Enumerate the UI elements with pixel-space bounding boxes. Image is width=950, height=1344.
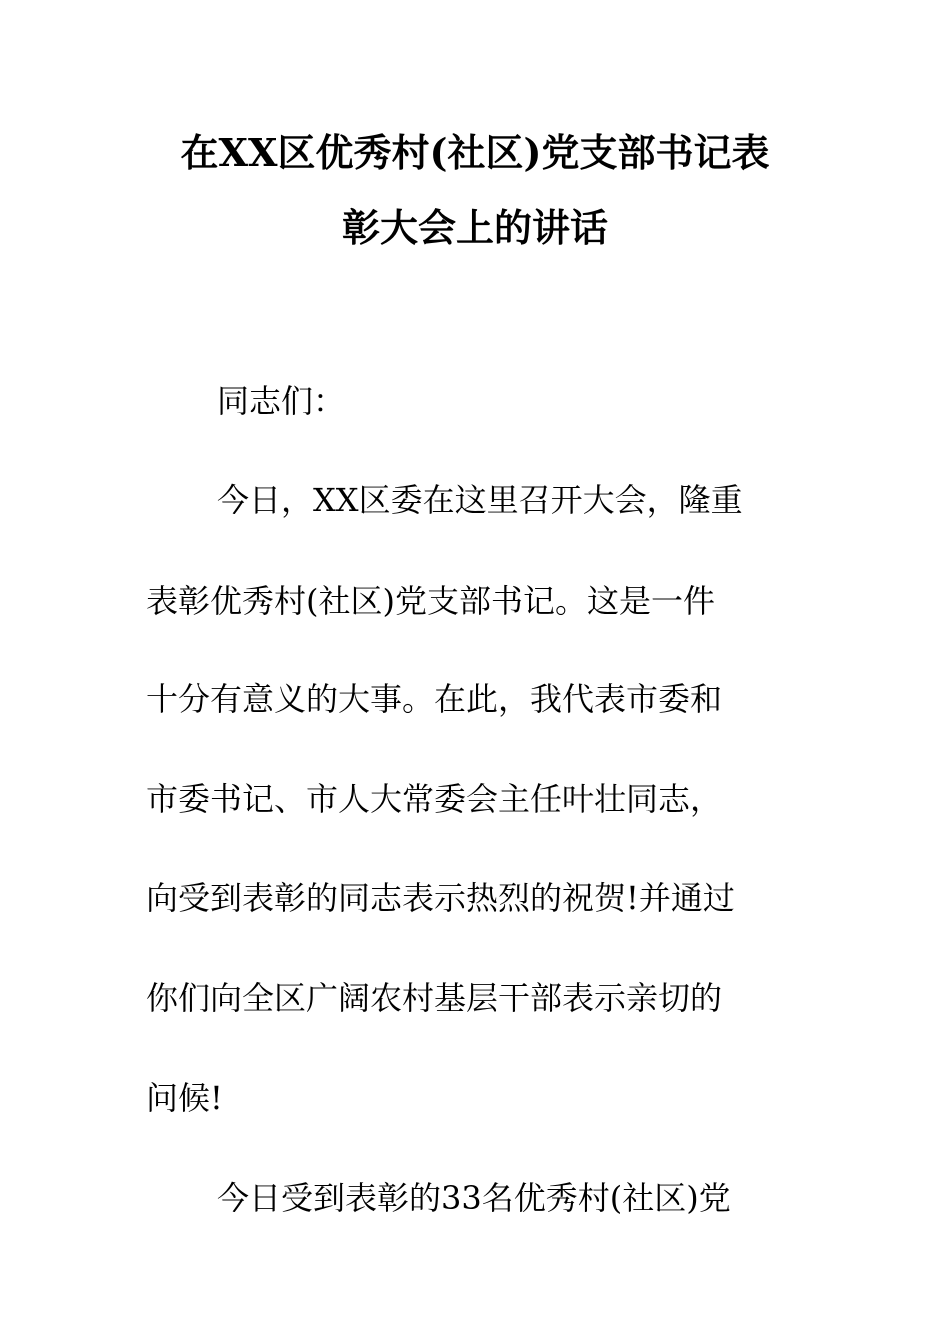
paragraph-1-line-6: 你们向全区广阔农村基层干部表示亲切的 (146, 979, 723, 1017)
document-title-line-2: 彰大会上的讲话 (341, 205, 608, 250)
salutation: 同志们： (217, 382, 346, 420)
document-title-line-1: 在XX区优秀村(社区)党支部书记表 (180, 130, 770, 175)
paragraph-1-line-2: 表彰优秀村(社区)党支部书记。这是一件 (146, 582, 715, 620)
paragraph-2-line-1: 今日受到表彰的33名优秀村(社区)党 (217, 1179, 731, 1217)
paragraph-1-line-5: 向受到表彰的同志表示热烈的祝贺!并通过 (146, 879, 735, 917)
paragraph-1-line-4: 市委书记、市人大常委会主任叶壮同志， (146, 780, 723, 818)
paragraph-1-line-7: 问候! (146, 1079, 223, 1117)
paragraph-1-line-1: 今日，XX区委在这里召开大会，隆重 (217, 481, 743, 519)
paragraph-1-line-3: 十分有意义的大事。在此，我代表市委和 (146, 680, 723, 718)
